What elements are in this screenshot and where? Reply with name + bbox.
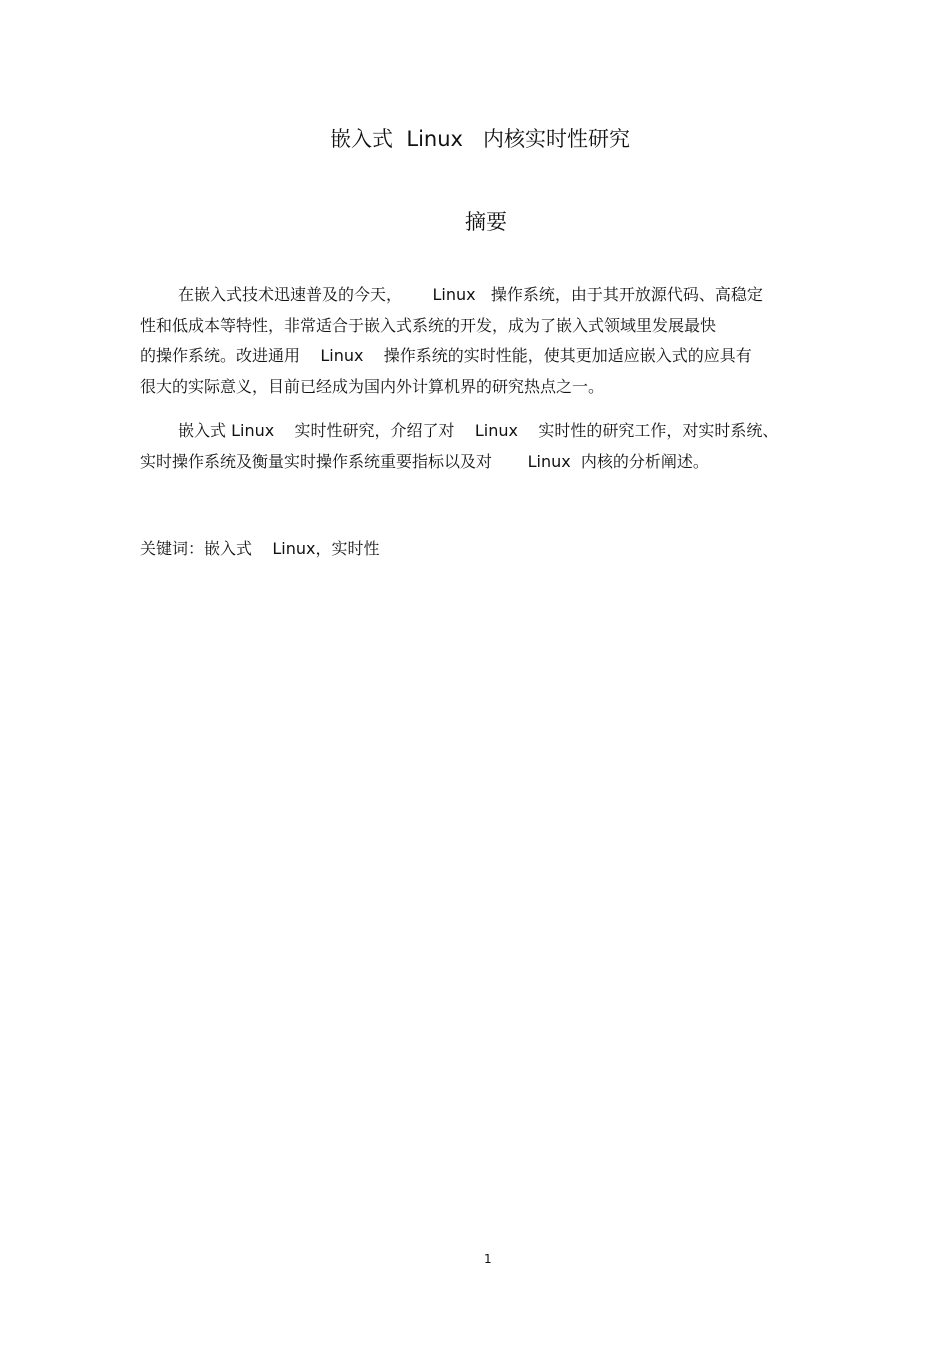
abstract-paragraph-1-line-4: 很大的实际意义，目前已经成为国内外计算机界的研究热点之一。 — [140, 377, 605, 396]
abstract-paragraph-1-line-1: 在嵌入式技术迅速普及的今天， Linux 操作系统，由于其开放源代码、高稳定 — [178, 285, 763, 304]
page-number: 1 — [484, 1252, 492, 1266]
abstract-paragraph-1-line-2: 性和低成本等特性，非常适合于嵌入式系统的开发，成为了嵌入式领域里发展最快 — [140, 316, 717, 335]
abstract-paragraph-2-line-1: 嵌入式 Linux 实时性研究，介绍了对 Linux 实时性的研究工作，对实时系统、 — [178, 421, 779, 440]
abstract-heading: 摘要 — [465, 210, 507, 234]
document-title: 嵌入式 Linux 内核实时性研究 — [330, 127, 630, 151]
abstract-paragraph-1-line-3: 的操作系统。改进通用 Linux 操作系统的实时性能，使其更加适应嵌入式的应具有 — [140, 346, 752, 365]
keywords-line: 关键词：嵌入式 Linux，实时性 — [140, 539, 380, 558]
abstract-paragraph-2-line-2: 实时操作系统及衡量实时操作系统重要指标以及对 Linux 内核的分析阐述。 — [140, 452, 709, 471]
